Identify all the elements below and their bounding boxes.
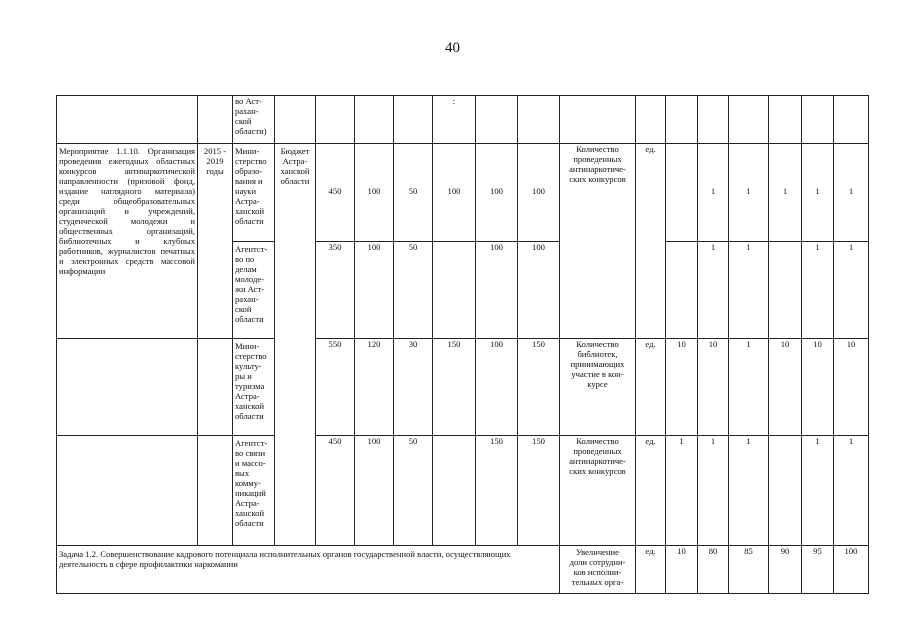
indicator-name: Количество библиотек, принимающих участие в кон- курсе (560, 339, 636, 436)
cell (666, 96, 698, 144)
funding-2016: 50 (394, 436, 433, 546)
funding-2015: 100 (355, 144, 394, 242)
target-2017: 1 (769, 144, 802, 242)
cell (834, 96, 869, 144)
funding-2016: 50 (394, 242, 433, 339)
page-number: 40 (445, 40, 460, 56)
indicator-unit: ед. (636, 144, 666, 339)
funding-2015: 100 (355, 242, 394, 339)
funding-2015: 120 (355, 339, 394, 436)
cell (802, 96, 834, 144)
cell (698, 96, 729, 144)
indicator-unit: ед. (636, 339, 666, 436)
task-target-2018: 95 (802, 546, 834, 594)
cell (355, 96, 394, 144)
funding-2017 (433, 436, 476, 546)
funding-2017 (433, 242, 476, 339)
cell (518, 96, 560, 144)
funding-2017: 150 (433, 339, 476, 436)
task-target-2016: 85 (729, 546, 769, 594)
target-2016: 1 (729, 339, 769, 436)
funding-total: 350 (316, 242, 355, 339)
measure-title: Мероприятие 1.1.10. Организация проведения ежегодных областных конкурсов антинаркотической направленности (призовой фонд, издание наглядного материала) среди общеобразовательных организаций и учреждений, студенческой молодежи и общественных организаций, библиотечных и клубных работников, журналистов печатных и электронных средств массовой информации (57, 144, 198, 339)
funding-2018: 150 (476, 436, 518, 546)
executor-continuation: во Аст- рахан- ской области) (233, 96, 275, 144)
target-base: 1 (666, 436, 698, 546)
target-2015: 1 (698, 144, 729, 242)
task-title: Задача 1.2. Совершенствование кадрового потенциала исполнительных органов государственной власти, осуществляющих деятельность в сфере профилактики наркомании (57, 546, 560, 594)
funding-2016: 30 (394, 339, 433, 436)
target-2015: 1 (698, 436, 729, 546)
task-target-2017: 90 (769, 546, 802, 594)
cell (57, 96, 198, 144)
target-2017 (769, 242, 802, 339)
target-2017 (769, 436, 802, 546)
target-2018: 1 (802, 144, 834, 242)
cell (636, 96, 666, 144)
target-2018: 1 (802, 436, 834, 546)
cell (394, 96, 433, 144)
task-target-2019: 100 (834, 546, 869, 594)
target-2017: 10 (769, 339, 802, 436)
executor-row (57, 144, 869, 242)
executor-name: Мини- стерство образо- вания и науки Астра- ханской области (233, 144, 275, 242)
funding-2018: 100 (476, 339, 518, 436)
executor-name: Агентст- во по делам молоде- жи Аст- рахан- ской области (233, 242, 275, 339)
mark-cell: : (433, 96, 476, 144)
target-2018: 10 (802, 339, 834, 436)
indicator-name: Количество проведенных антинаркотиче- ских конкурсов (560, 144, 636, 339)
target-2016: 1 (729, 242, 769, 339)
target-2019: 10 (834, 339, 869, 436)
funding-2015: 100 (355, 436, 394, 546)
executor-row (57, 339, 869, 436)
indicator-unit: ед. (636, 436, 666, 546)
measure-period: 2015 - 2019 годы (198, 144, 233, 339)
executor-name: Мини- стерство культу- ры и туризма Астра- ханской области (233, 339, 275, 436)
target-2019: 1 (834, 144, 869, 242)
cell (316, 96, 355, 144)
continuation-row (57, 96, 869, 144)
funding-2018: 100 (476, 242, 518, 339)
cell (198, 436, 233, 546)
funding-total: 450 (316, 436, 355, 546)
task-row (57, 546, 869, 594)
funding-total: 450 (316, 144, 355, 242)
target-2019: 1 (834, 436, 869, 546)
cell (198, 96, 233, 144)
cell (560, 96, 636, 144)
cell (275, 96, 316, 144)
funding-total: 550 (316, 339, 355, 436)
target-2015: 10 (698, 339, 729, 436)
target-2016: 1 (729, 436, 769, 546)
task-target-2015: 80 (698, 546, 729, 594)
target-2015: 1 (698, 242, 729, 339)
funding-2017: 100 (433, 144, 476, 242)
cell (57, 339, 198, 436)
cell (57, 436, 198, 546)
task-target-base: 10 (666, 546, 698, 594)
target-base (666, 144, 698, 242)
cell (729, 96, 769, 144)
funding-2018: 100 (476, 144, 518, 242)
executor-name: Агентст- во связи и массо- вых комму- никаций Астра- ханской области (233, 436, 275, 546)
cell (769, 96, 802, 144)
target-2018: 1 (802, 242, 834, 339)
funding-2019: 100 (518, 144, 560, 242)
executor-row (57, 436, 869, 546)
cell (476, 96, 518, 144)
funding-2016: 50 (394, 144, 433, 242)
indicator-name: Количество проведенных антинаркотиче- ских конкурсов (560, 436, 636, 546)
task-unit: ед. (636, 546, 666, 594)
target-2019: 1 (834, 242, 869, 339)
funding-2019: 150 (518, 436, 560, 546)
funding-2019: 100 (518, 242, 560, 339)
program-table (56, 95, 869, 594)
funding-source: Бюджет Астра- ханской области (275, 144, 316, 546)
target-base (666, 242, 698, 339)
target-2016: 1 (729, 144, 769, 242)
target-base: 10 (666, 339, 698, 436)
task-indicator: Увеличение доли сотрудни- ков исполни- тельных орга- (560, 546, 636, 594)
funding-2019: 150 (518, 339, 560, 436)
cell (198, 339, 233, 436)
